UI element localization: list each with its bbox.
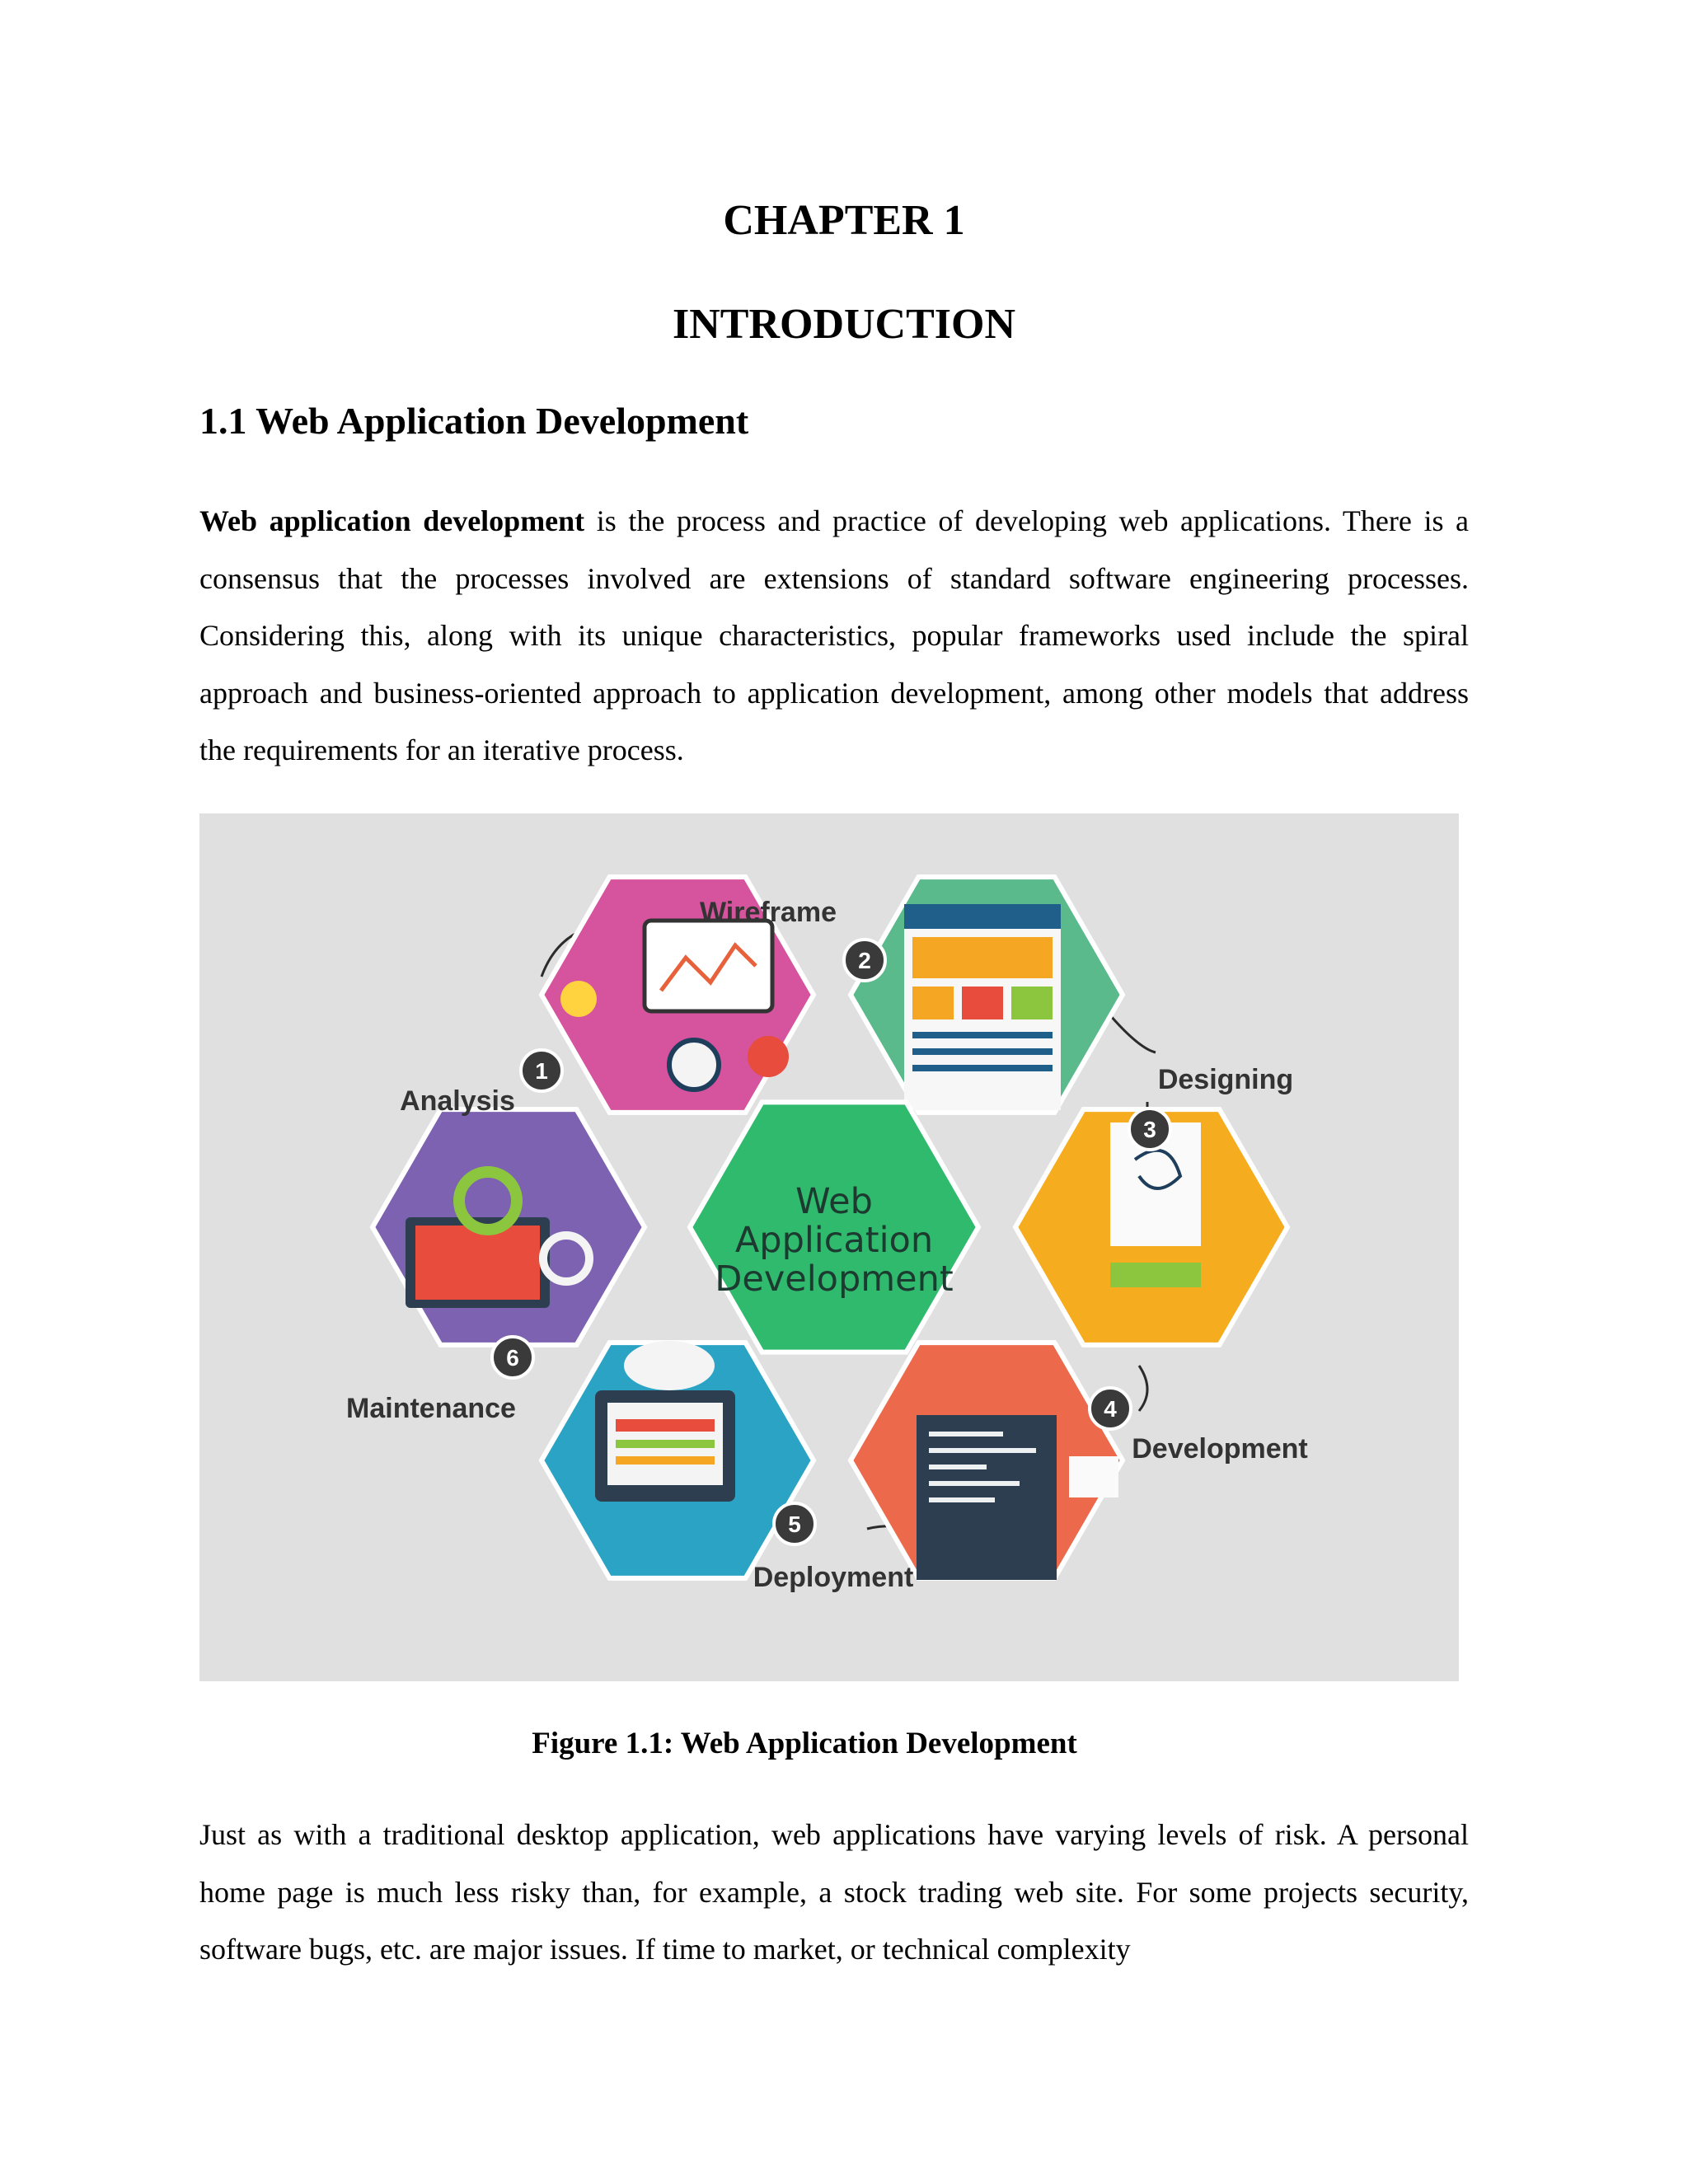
center-line-3: Development: [715, 1258, 954, 1300]
badge-6: [492, 1337, 533, 1378]
center-line-1: Web: [795, 1181, 873, 1222]
svg-text:2: 2: [858, 948, 871, 973]
badge-2: [844, 940, 885, 981]
intro-paragraph: [199, 493, 1469, 780]
hexagon-development: [851, 1343, 1123, 1580]
badge-1: [521, 1050, 562, 1091]
clock-icon: [669, 1040, 719, 1090]
badge-5: [774, 1503, 815, 1544]
mini-chart-icon: [1069, 1456, 1118, 1497]
step-label-maintenance: Maintenance: [346, 1393, 516, 1424]
svg-text:4: 4: [1104, 1396, 1117, 1422]
lightbulb-icon: [560, 981, 597, 1017]
svg-text:3: 3: [1143, 1117, 1156, 1142]
figure-diagram: [199, 813, 1459, 1681]
center-line-2: Application: [734, 1220, 934, 1261]
hexagon-center: [690, 1102, 978, 1352]
hexagon-maintenance: [373, 1109, 645, 1345]
chapter-title: INTRODUCTION: [672, 301, 1016, 348]
badge-3: [1129, 1108, 1170, 1150]
figure-caption: Figure 1.1: Web Application Development: [532, 1727, 1077, 1760]
chapter-number: CHAPTER 1: [723, 197, 965, 244]
svg-text:5: 5: [788, 1511, 801, 1537]
badge-4: [1090, 1388, 1131, 1429]
pie-chart-icon: [748, 1036, 789, 1077]
step-label-analysis: Analysis: [400, 1085, 515, 1117]
step-label-designing: Designing: [1157, 1064, 1294, 1095]
paragraph-bold-lead: Web application development: [199, 504, 585, 537]
risk-paragraph: Just as with a traditional desktop application, web applications have varying levels of risk. A personal home page is much less risky than, for example, a stock trading web site. For some projects security, software bugs, etc. are major issues. If time to market, or technical complexity: [199, 1818, 1469, 1966]
step-label-deployment: Deployment: [753, 1562, 914, 1593]
hexagon-wireframe: [851, 877, 1123, 1113]
svg-text:6: 6: [506, 1345, 519, 1371]
paragraph-text: is the process and practice of developing web applications. There is a consensus that the processes involved are extensions of standard software engineering processes. Considering this, along with its unique characteristics, popular frameworks used include the spiral approach and business-oriented approach to application development, among other models that address the requirements for an iterative process.: [199, 504, 1469, 766]
cloud-icon: [624, 1341, 715, 1390]
svg-text:1: 1: [535, 1058, 548, 1084]
step-label-wireframe: Wireframe: [700, 897, 837, 928]
hexagon-deployment: [542, 1341, 814, 1578]
keyboard-icon: [1110, 1263, 1201, 1287]
step-label-development: Development: [1132, 1433, 1308, 1465]
section-heading: 1.1 Web Application Development: [199, 400, 749, 442]
figure-image: [199, 813, 1459, 1681]
